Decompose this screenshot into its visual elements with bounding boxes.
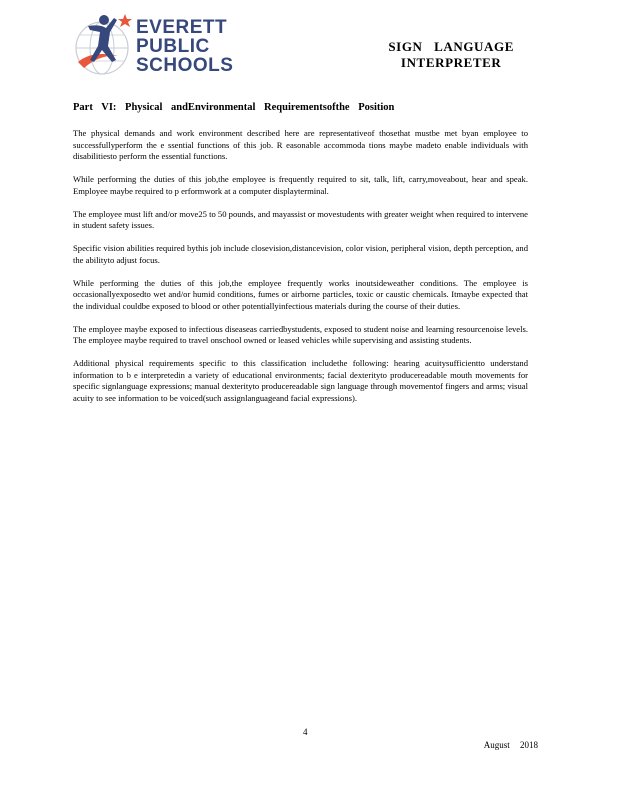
paragraph-work-conditions: While performing the duties of this job,the employee frequently works inoutsideweather conditions. The employee is occasionallyexposedto wet and/or humid conditions, fumes or airborne particles, toxic or caustic chemicals. Itmaybe expected that the individual couldbe exposed to blood or other potentiallyinfectious materials during the course of their duties. xyxy=(73,277,528,311)
footer-date: August 2018 xyxy=(483,740,538,750)
document-body xyxy=(73,128,528,416)
paragraph-lifting: The employee must lift and/or move25 to 50 pounds, and mayassist or movestudents with greater weight when required to intervene in student safety issues. xyxy=(73,208,528,230)
paragraph-duties: While performing the duties of this job,the employee is frequently required to sit, talk, lift, carry,moveabout, hear and speak. Employee maybe required to p erformwork at a computer displayterminal. xyxy=(73,174,528,196)
title-line-1: SIGN LANGUAGE xyxy=(388,39,514,54)
globe-runner-icon xyxy=(70,10,140,80)
paragraph-physical-demands: The physical demands and work environment described here are representativeof thosethat mustbe met byan employee to successfullyperform the e ssential functions of this job. R easonable accommoda tions maybe madeto enable individuals with disabilitiesto perform the essential functions. xyxy=(73,128,528,161)
paragraph-vision: Specific vision abilities required bythis job include closevision,distancevision, color vision, peripheral vision, depth perception, and the abilityto adjust focus. xyxy=(73,243,528,265)
page-number: 4 xyxy=(303,727,308,737)
paragraph-exposure: The employee maybe exposed to infectious diseaseas carriedbystudents, exposed to student noise and learning resourcenoise levels. The employee maybe required to travel onschool owned or leased vehicles while supervising and assisting students. xyxy=(73,323,528,345)
logo-line-3: SCHOOLS xyxy=(136,55,234,76)
logo-line-1: EVERETT xyxy=(136,17,228,38)
section-heading: Part VI: Physical andEnvironmental Requirementsofthe Position xyxy=(73,102,395,113)
logo-line-2: PUBLIC xyxy=(136,36,210,57)
logo-wordmark xyxy=(136,18,233,75)
paragraph-additional-requirements: Additional physical requirements specific to this classification includethe following: hearing acuitysufficientto understand information to b e interpretedin a variety of educational environments; facial dexterityto producereadable mouth movements for specific signlanguage expressions; manual dexterityto producereadable sign language through movementof fingers and arms; visual acuity to see information to be voiced(such assignlanguageand facial expressions). xyxy=(73,358,528,403)
everett-public-schools-logo xyxy=(70,10,240,80)
title-line-2: INTERPRETER xyxy=(400,55,502,70)
document-title xyxy=(388,39,514,71)
